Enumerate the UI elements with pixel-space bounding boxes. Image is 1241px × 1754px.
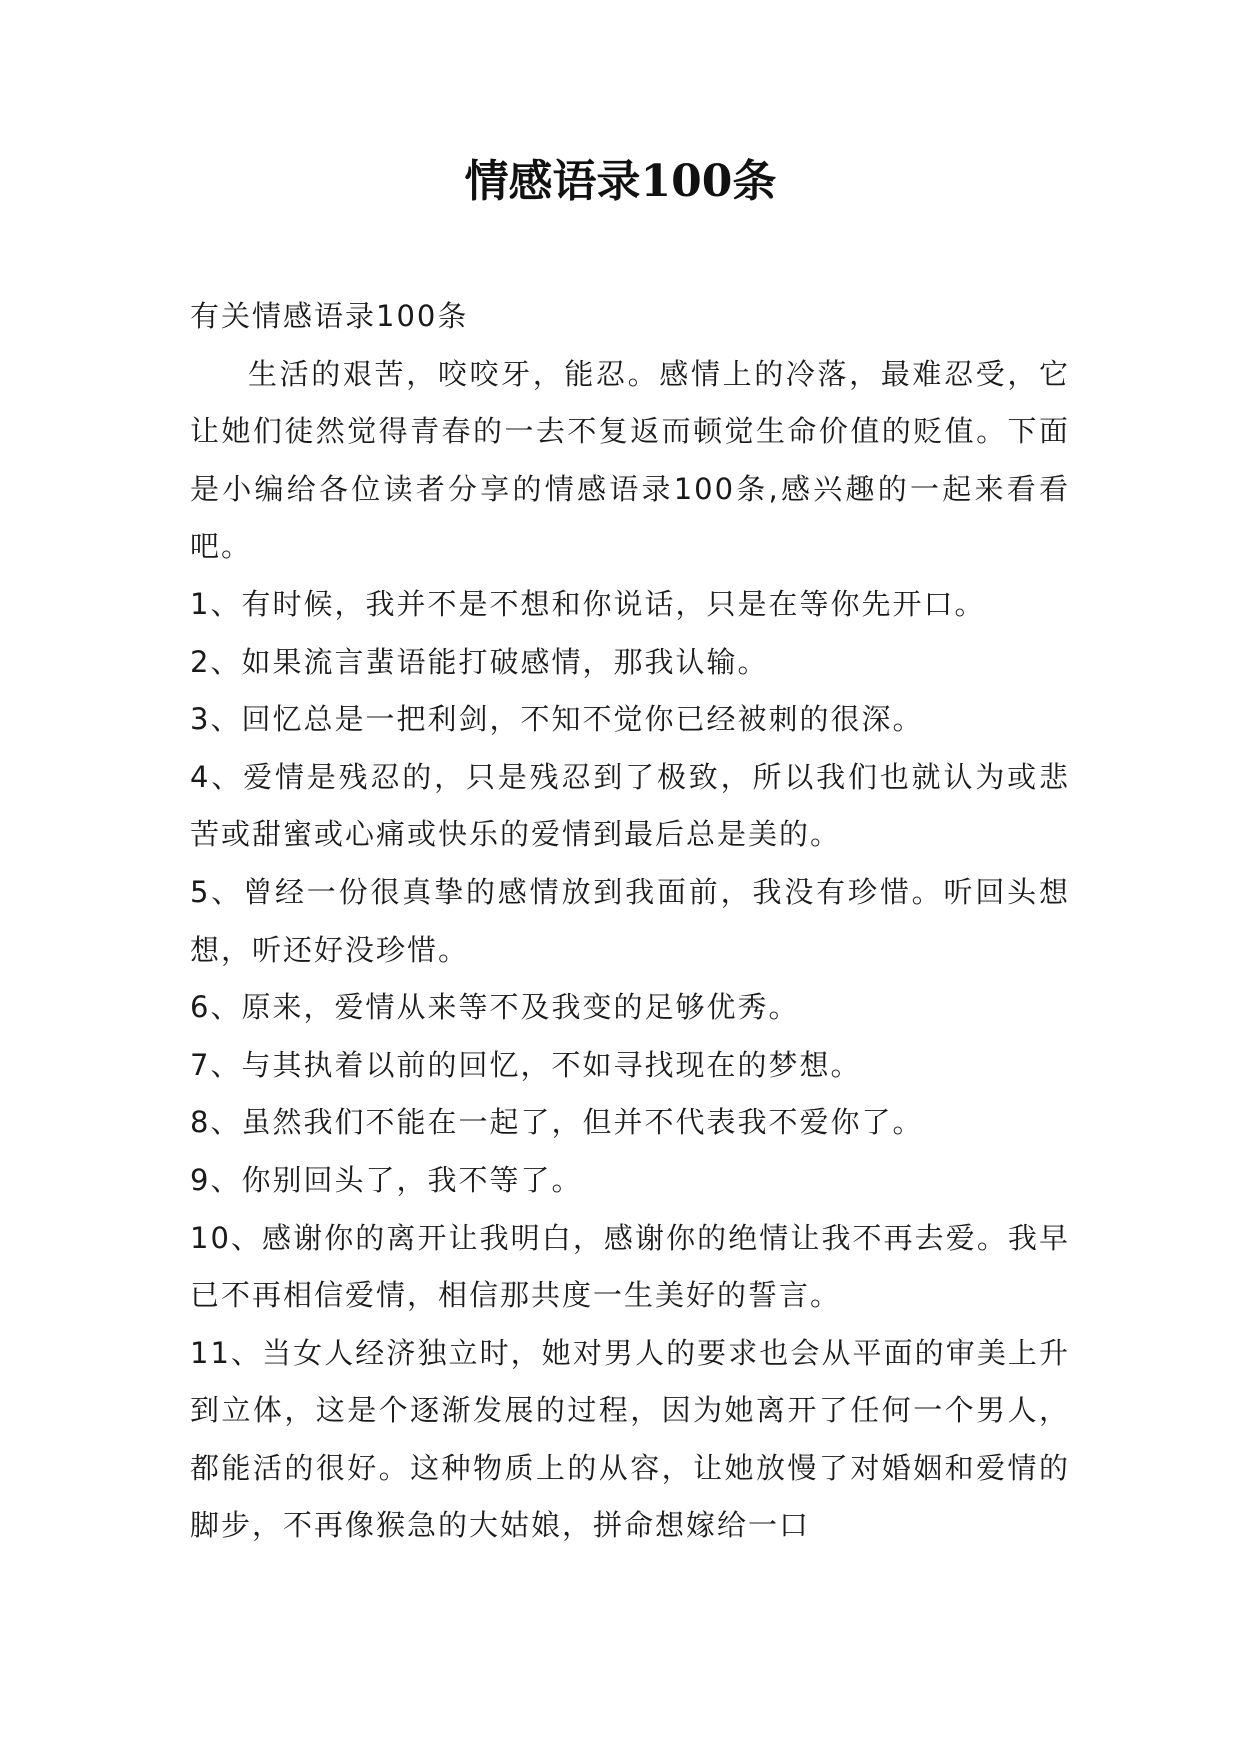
- quote-item-2: 2、如果流言蜚语能打破感情，那我认输。: [190, 644, 769, 679]
- quote-item-10: 10、感谢你的离开让我明白，感谢你的绝情让我不再去爱。我早已不再相信爱情，相信那共度一生美好的誓言。: [190, 1220, 1070, 1313]
- quote-item-1: 1、有时候，我并不是不想和你说话，只是在等你先开口。: [190, 586, 986, 621]
- intro-paragraph: 生活的艰苦，咬咬牙，能忍。感情上的冷落，最难忍受，它让她们徒然觉得青春的一去不复返而顿觉生命价值的贬值。下面是小编给各位读者分享的情感语录100条,感兴趣的一起来看看吧。: [190, 356, 1070, 564]
- quote-item-3: 3、回忆总是一把利剑，不知不觉你已经被刺的很深。: [190, 702, 924, 737]
- quote-item-7: 7、与其执着以前的回忆，不如寻找现在的梦想。: [190, 1047, 862, 1082]
- quote-item-9: 9、你别回头了，我不等了。: [190, 1162, 583, 1197]
- document-body: [190, 288, 1070, 1555]
- quote-item-8: 8、虽然我们不能在一起了，但并不代表我不爱你了。: [190, 1105, 924, 1140]
- quote-item-6: 6、原来，爱情从来等不及我变的足够优秀。: [190, 990, 800, 1025]
- quote-item-5: 5、曾经一份很真挚的感情放到我面前，我没有珍惜。听回头想想，听还好没珍惜。: [190, 874, 1070, 967]
- quote-item-4: 4、爱情是残忍的，只是残忍到了极致，所以我们也就认为或悲苦或甜蜜或心痛或快乐的爱情到最后总是美的。: [190, 759, 1070, 852]
- document-title: 情感语录100条: [464, 156, 777, 207]
- document-subtitle: 有关情感语录100条: [190, 299, 469, 333]
- quote-item-11: 11、当女人经济独立时，她对男人的要求也会从平面的审美上升到立体，这是个逐渐发展的过程，因为她离开了任何一个男人，都能活的很好。这种物质上的从容，让她放慢了对婚姻和爱情的脚步，不再像猴急的大姑娘，拼命想嫁给一口: [190, 1335, 1070, 1543]
